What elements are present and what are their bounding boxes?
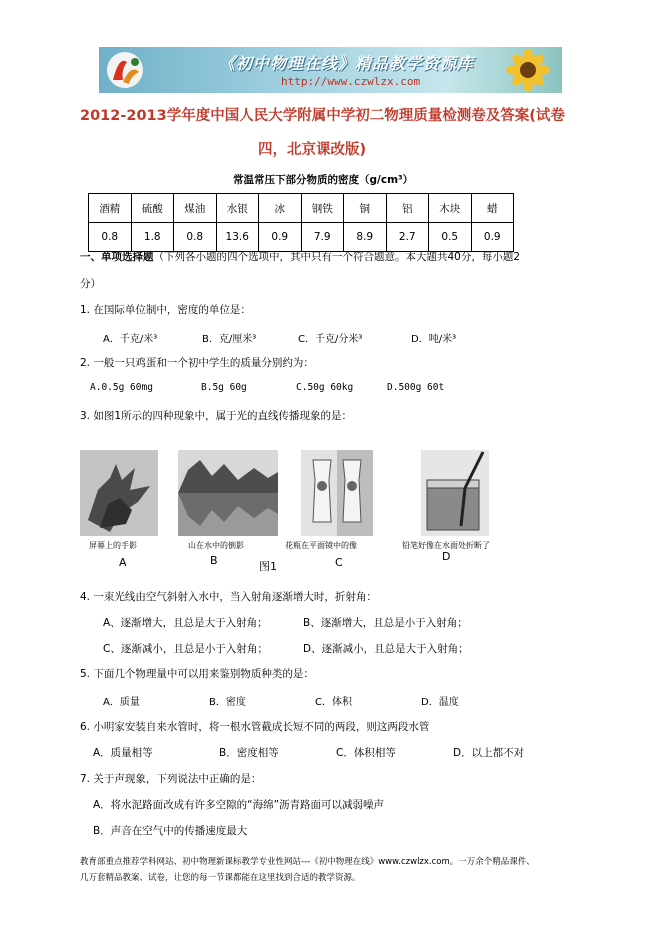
q6-option-b: B．密度相等 xyxy=(219,747,279,759)
q2-option-b: B.5g 60g xyxy=(201,382,247,393)
q1-option-b: B．克/厘米³ xyxy=(202,334,257,345)
question-2-stem: 2. 一般一只鸡蛋和一个初中学生的质量分别约为： xyxy=(80,357,314,369)
header-cell: 蜡 xyxy=(471,194,514,223)
header-cell: 水银 xyxy=(216,194,259,223)
caption-a: 屏幕上的手影 xyxy=(89,541,137,550)
hand-shadow-image xyxy=(80,450,158,536)
q5-option-c: C．体积 xyxy=(315,697,352,708)
value-cell: 0.5 xyxy=(429,223,472,252)
header-cell: 冰 xyxy=(259,194,302,223)
q6-option-a: A．质量相等 xyxy=(93,747,153,759)
section-intro xyxy=(80,249,520,264)
value-cell: 13.6 xyxy=(216,223,259,252)
value-cell: 0.8 xyxy=(174,223,217,252)
table-caption: 常温常压下部分物质的密度（g/cm³） xyxy=(233,174,414,186)
figure-letter-a: A xyxy=(119,556,127,569)
q1-option-a: A．千克/米³ xyxy=(103,334,158,345)
q5-option-d: D．温度 xyxy=(421,697,459,708)
question-5-stem: 5. 下面几个物理量中可以用来鉴别物质种类的是： xyxy=(80,668,314,680)
question-7-stem: 7. 关于声现象，下列说法中正确的是： xyxy=(80,773,262,785)
caption-c: 花瓶在平面镜中的像 xyxy=(285,541,357,550)
figure-letter-c: C xyxy=(335,556,343,569)
section-intro-line2: 分） xyxy=(80,278,101,290)
q1-option-c: C．千克/分米³ xyxy=(298,334,363,345)
q5-option-a: A．质量 xyxy=(103,697,140,708)
value-cell: 7.9 xyxy=(301,223,344,252)
question-1-stem: 1. 在国际单位制中，密度的单位是： xyxy=(80,304,251,316)
document-title-line1: 2012-2013学年度中国人民大学附属中学初二物理质量检测卷及答案(试卷 xyxy=(80,108,565,124)
sunflower-icon xyxy=(498,49,558,91)
q7-option-a: A．将水泥路面改成有许多空隙的“海绵”沥青路面可以减弱噪声 xyxy=(93,799,385,811)
q4-option-d: D、逐渐减小，且总是大于入射角； xyxy=(303,643,469,655)
document-title-line2: 四，北京课改版) xyxy=(258,142,367,158)
site-logo xyxy=(105,50,145,90)
question-6-stem: 6. 小明家安装自来水管时，将一根水管截成长短不同的两段，则这两段水管 xyxy=(80,721,430,733)
header-cell: 铜 xyxy=(344,194,387,223)
value-cell: 0.9 xyxy=(259,223,302,252)
footer-line1: 教育部重点推荐学科网站、初中物理新课标教学专业性网站---《初中物理在线》www.czwlzx.com。一万余个精品课件、 xyxy=(80,857,535,867)
q7-option-b: B．声音在空气中的传播速度最大 xyxy=(93,825,248,837)
header-cell: 木块 xyxy=(429,194,472,223)
table-header-row xyxy=(89,194,514,223)
value-cell: 0.9 xyxy=(471,223,514,252)
table-value-row xyxy=(89,223,514,252)
value-cell: 0.8 xyxy=(89,223,132,252)
question-3-stem: 3. 如图1所示的四种现象中，属于光的直线传播现象的是： xyxy=(80,410,353,422)
header-cell: 铝 xyxy=(386,194,429,223)
caption-b: 山在水中的倒影 xyxy=(188,541,244,550)
q6-option-c: C．体积相等 xyxy=(336,747,396,759)
figure-letter-d: D xyxy=(442,550,451,563)
value-cell: 8.9 xyxy=(344,223,387,252)
banner-url: http://www.czwlzx.com xyxy=(281,75,421,88)
section-intro-text: （下列各小题的四个选项中，其中只有一个符合题意。本大题共40分，每小题2 xyxy=(153,251,521,263)
value-cell: 1.8 xyxy=(131,223,174,252)
banner-title: 《初中物理在线》精品教学资源库 xyxy=(219,54,475,73)
value-cell: 2.7 xyxy=(386,223,429,252)
header-cell: 钢铁 xyxy=(301,194,344,223)
vase-mirror-image xyxy=(301,450,373,536)
q1-option-d: D．吨/米³ xyxy=(411,334,457,345)
header-cell: 硫酸 xyxy=(131,194,174,223)
q2-option-a: A.0.5g 60mg xyxy=(90,382,153,393)
pencil-in-water-image xyxy=(421,450,489,536)
q4-option-a: A、逐渐增大，且总是大于入射角； xyxy=(103,617,268,629)
q2-option-d: D.500g 60t xyxy=(387,382,445,393)
density-table xyxy=(88,193,514,252)
q4-option-b: B、逐渐增大，且总是小于入射角； xyxy=(303,617,468,629)
header-cell: 酒精 xyxy=(89,194,132,223)
mountain-reflection-image xyxy=(178,450,278,536)
footer-line2: 几万套精品教案、试卷，让您的每一节课都能在这里找到合适的教学资源。 xyxy=(80,873,361,883)
header-cell: 煤油 xyxy=(174,194,217,223)
section-heading: 一、单项选择题 xyxy=(80,251,154,263)
figure-letter-b: B xyxy=(210,554,218,567)
q4-option-c: C、逐渐减小，且总是小于入射角； xyxy=(103,643,268,655)
figure-label: 图1 xyxy=(259,560,277,573)
caption-d: 铅笔好像在水面处折断了 xyxy=(402,541,490,550)
q2-option-c: C.50g 60kg xyxy=(296,382,354,393)
q5-option-b: B．密度 xyxy=(209,697,246,708)
q6-option-d: D．以上都不对 xyxy=(453,747,525,759)
question-4-stem: 4. 一束光线由空气斜射入水中，当入射角逐渐增大时，折射角： xyxy=(80,591,377,603)
site-banner xyxy=(99,47,562,93)
